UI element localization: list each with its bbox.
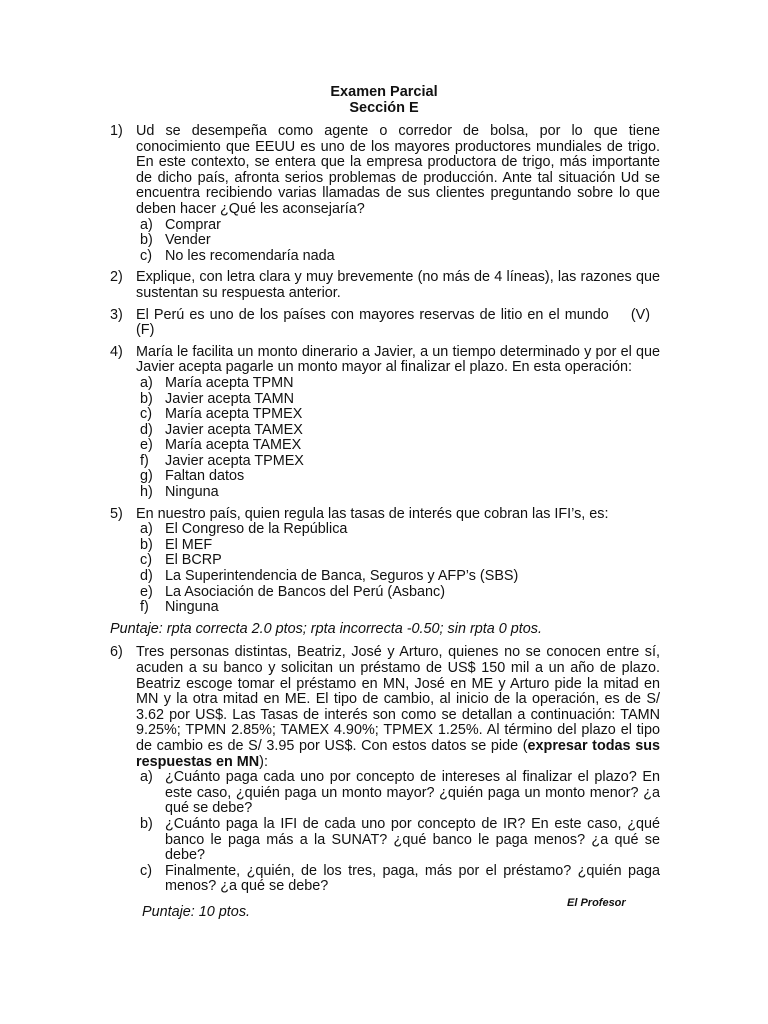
question-text: Ud se desempeña como agente o corredor de bolsa, por lo que tiene conocimiento que EEUU es uno de los mayores productores mundiales de trigo. En este contexto, se entera que la empresa productora de trigo, más importante de dicho país, afronta serios problemas de producción. Ante tal situación Ud se encuentra recibiendo varias llamadas de sus clientes preguntando sobre lo que deben hacer ¿Qué les aconsejaría?	[136, 123, 660, 217]
option-label: e)	[140, 437, 153, 454]
option-label: c)	[140, 552, 152, 569]
option-item	[136, 538, 660, 554]
option-label: f)	[140, 452, 149, 469]
question-text-line	[136, 308, 660, 339]
question-text: El Perú es uno de los países con mayores reservas de litio en el mundo	[136, 306, 609, 323]
question-3	[110, 308, 660, 339]
score-note-final: Puntaje: 10 ptos.	[142, 903, 251, 920]
question-number: 4)	[110, 343, 123, 360]
option-item	[136, 585, 660, 601]
option-label: f)	[140, 599, 149, 616]
option-label: b)	[140, 815, 153, 832]
option-label: c)	[140, 406, 152, 423]
question-text-bold: expresar todas sus respuestas en MN	[136, 737, 660, 770]
options-list	[136, 376, 660, 501]
option-item	[136, 376, 660, 392]
option-item	[136, 454, 660, 470]
exam-section: Sección E	[349, 100, 419, 116]
option-text: Javier acepta TPMEX	[165, 452, 304, 469]
exam-content	[110, 124, 660, 929]
option-label: d)	[140, 421, 153, 438]
option-text: María acepta TAMEX	[165, 437, 302, 454]
option-label: a)	[140, 521, 153, 538]
option-text: La Asociación de Bancos del Perú (Asbanc)	[165, 583, 445, 600]
option-label: a)	[140, 769, 153, 786]
options-list	[136, 522, 660, 616]
option-label: d)	[140, 568, 153, 585]
option-text: Comprar	[165, 216, 221, 233]
option-item	[136, 423, 660, 439]
option-text: Javier acepta TAMEX	[165, 421, 303, 438]
option-text: Ninguna	[165, 484, 219, 501]
option-label: e)	[140, 583, 153, 600]
signature: El Profesor	[567, 897, 626, 909]
option-label: c)	[140, 247, 152, 264]
option-text: El Congreso de la República	[165, 521, 348, 538]
option-text: Ninguna	[165, 599, 219, 616]
option-label: a)	[140, 374, 153, 391]
option-label: b)	[140, 536, 153, 553]
option-item	[136, 218, 660, 234]
option-text: María acepta TPMEX	[165, 406, 303, 423]
option-label: a)	[140, 216, 153, 233]
option-text: El BCRP	[165, 552, 222, 569]
option-text: Faltan datos	[165, 468, 245, 485]
question-text: Explique, con letra clara y muy brevemente (no más de 4 líneas), las razones que sustentan su respuesta anterior.	[136, 269, 660, 301]
score-note: Puntaje: rpta correcta 2.0 ptos; rpta incorrecta -0.50; sin rpta 0 ptos.	[110, 620, 542, 637]
option-text: La Superintendencia de Banca, Seguros y AFP’s (SBS)	[165, 568, 519, 585]
question-number: 2)	[110, 269, 123, 286]
question-6	[110, 645, 660, 895]
option-item	[136, 485, 660, 501]
option-item	[136, 438, 660, 454]
question-text	[136, 645, 660, 770]
option-text: ¿Cuánto paga la IFI de cada uno por concepto de IR? En este caso, ¿qué banco le paga más a la SUNAT? ¿qué banco le paga menos? ¿a qué se debe?	[165, 815, 660, 864]
question-4	[110, 345, 660, 501]
question-text-end: ):	[259, 753, 268, 770]
question-number: 3)	[110, 306, 123, 323]
option-item	[136, 864, 660, 895]
option-label: b)	[140, 390, 153, 407]
option-text: Vender	[165, 232, 211, 249]
question-text: María le facilita un monto dinerario a Javier, a un tiempo determinado y por el que Javier acepta pagarle un monto mayor al finalizar el plazo. En esta operación:	[136, 343, 660, 376]
option-item	[136, 469, 660, 485]
option-item	[136, 233, 660, 249]
question-1	[110, 124, 660, 264]
option-label: b)	[140, 232, 153, 249]
option-text: ¿Cuánto paga cada uno por concepto de intereses al finalizar el plazo? En este caso, ¿quién paga un monto mayor? ¿quién paga un monto menor? ¿a qué se debe?	[165, 769, 660, 817]
options-list	[136, 218, 660, 265]
option-text: Javier acepta TAMN	[165, 390, 295, 407]
option-label: h)	[140, 484, 153, 501]
option-label: g)	[140, 468, 153, 485]
option-item	[136, 817, 660, 864]
option-item	[136, 392, 660, 408]
option-item	[136, 600, 660, 616]
option-item	[136, 249, 660, 265]
question-text-main: Tres personas distintas, Beatriz, José y Arturo, quienes no se conocen entre sí, acuden a su banco y solicitan un préstamo de US$ 150 mil a un año de plazo. Beatriz escoge tomar el préstamo en MN, José en ME y Arturo pide la mitad en MN y la otra mitad en ME. El tipo de cambio, al inicio de la operación, es de S/ 3.62 por US$. Las Tasas de interés son como se detallan a continuación: TAMN 9.25%; TPMN 2.85%; TAMEX 4.90%; TPMEX 1.25%. Al término del plazo el tipo de cambio es de S/ 3.95 por US$. Con estos datos se pide (	[136, 644, 660, 754]
exam-title: Examen Parcial	[330, 84, 438, 100]
true-choice: (V)	[630, 306, 650, 323]
option-label: c)	[140, 862, 152, 879]
question-5	[110, 507, 660, 616]
question-text: En nuestro país, quien regula las tasas de interés que cobran las IFI’s, es:	[136, 505, 609, 522]
option-item	[136, 522, 660, 538]
question-number: 6)	[110, 644, 123, 661]
exam-header	[0, 84, 768, 116]
option-item	[136, 569, 660, 585]
question-number: 1)	[110, 123, 123, 139]
question-2	[110, 270, 660, 301]
option-text: No les recomendaría nada	[165, 247, 335, 264]
option-item	[136, 553, 660, 569]
option-text: María acepta TPMN	[165, 374, 294, 391]
question-number: 5)	[110, 505, 123, 522]
option-text: El MEF	[165, 536, 213, 553]
options-list	[136, 770, 660, 895]
option-item	[136, 770, 660, 817]
option-item	[136, 407, 660, 423]
option-text: Finalmente, ¿quién, de los tres, paga, más por el préstamo? ¿quién paga menos? ¿a qué se debe?	[165, 862, 660, 895]
false-choice: (F)	[136, 322, 155, 339]
